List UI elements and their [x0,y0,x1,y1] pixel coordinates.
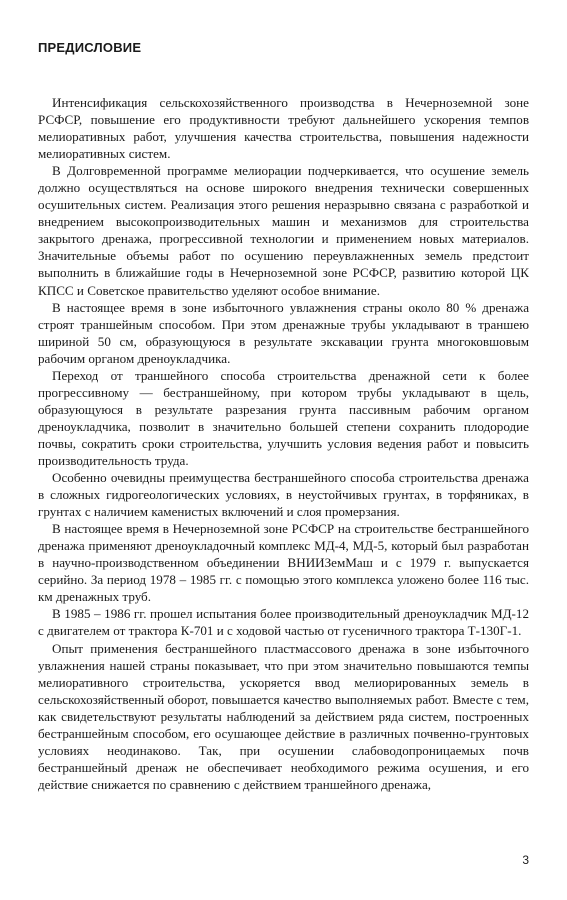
paragraph: В Долговременной программе мелиорации подчеркивается, что осушение земель должно осуществляться на основе широкого внедрения технически совершенных осушительных систем. Реализация этого решения неразрывно связана с разработкой и внедрением высокопроизводительных машин и механизмов для строительства закрытого дренажа, прогрессивной технологии и применением новых материалов. Значительные объемы работ по осушению переувлажненных земель предстоит выполнить в ближайшие годы в Нечерноземной зоне РСФСР, развитию которой ЦК КПСС и Советское правительство уделяют особое внимание. [38,163,529,298]
paragraph: В настоящее время в зоне избыточного увлажнения страны около 80 % дренажа строят траншейным способом. При этом дренажные трубы укладывают в траншею шириной 50 см, образующуюся в результате экскавации грунта многоковшовым рабочим органом дреноукладчика. [38,299,529,366]
paragraph: Особенно очевидны преимущества бестраншейного способа строительства дренажа в сложных гидрогеологических условиях, в неустойчивых грунтах, в торфяниках, в грунтах с наличием каменистых включений и слоя промерзания. [38,470,529,520]
page-number: 3 [522,853,529,867]
paragraph: Переход от траншейного способа строительства дренажной сети к более прогрессивному — бестраншейному, при котором трубы укладывают в щель, образующуюся в результате разрезания грунта пассивным рабочим органом дреноукладчика, позволит в значительно большей степени сохранить плодородие почвы, сократить сроки строительства, улучшить условия ведения работ и повысить производительность труда. [38,367,529,468]
section-heading: ПРЕДИСЛОВИЕ [38,40,142,55]
paragraph: В настоящее время в Нечерноземной зоне РСФСР на строительстве бестраншейного дренажа применяют дреноукладочный комплекс МД-4, МД-5, который был разработан в научно-производственном объединении ВНИИЗемМаш и с 1979 г. выпускается серийно. За период 1978 – 1985 гг. с помощью этого комплекса уложено более 116 тыс. км дренажных труб. [38,521,529,605]
paragraph: Опыт применения бестраншейного пластмассового дренажа в зоне избыточного увлажнения нашей страны показывает, что при этом значительно повышаются темпы мелиоративного строительства, ускоряется ввод мелиорированных земель в сельскохозяйственный оборот, повышается качество выполняемых работ. Вместе с тем, как свидетельствуют результаты наблюдений за действием ряда систем, построенных бестраншейным способом, его осушающее действие в различных почвенно-грунтовых условиях неодинаково. Так, при осушении слабоводопроницаемых почв бестраншейный дренаж не обеспечивает необходимого режима осушения, и его действие снижается по сравнению с действием траншейного дренажа, [38,640,529,792]
paragraph: В 1985 – 1986 гг. прошел испытания более производительный дреноукладчик МД-12 с двигателем от трактора К-701 и с ходовой частью от гусеничного трактора Т-130Г-1. [38,606,529,639]
body-text [38,94,529,793]
paragraph: Интенсификация сельскохозяйственного производства в Нечерноземной зоне РСФСР, повышение его продуктивности требуют дальнейшего ускорения темпов мелиоративных работ, улучшения качества строительства, повышения надежности мелиоративных систем. [38,95,529,162]
